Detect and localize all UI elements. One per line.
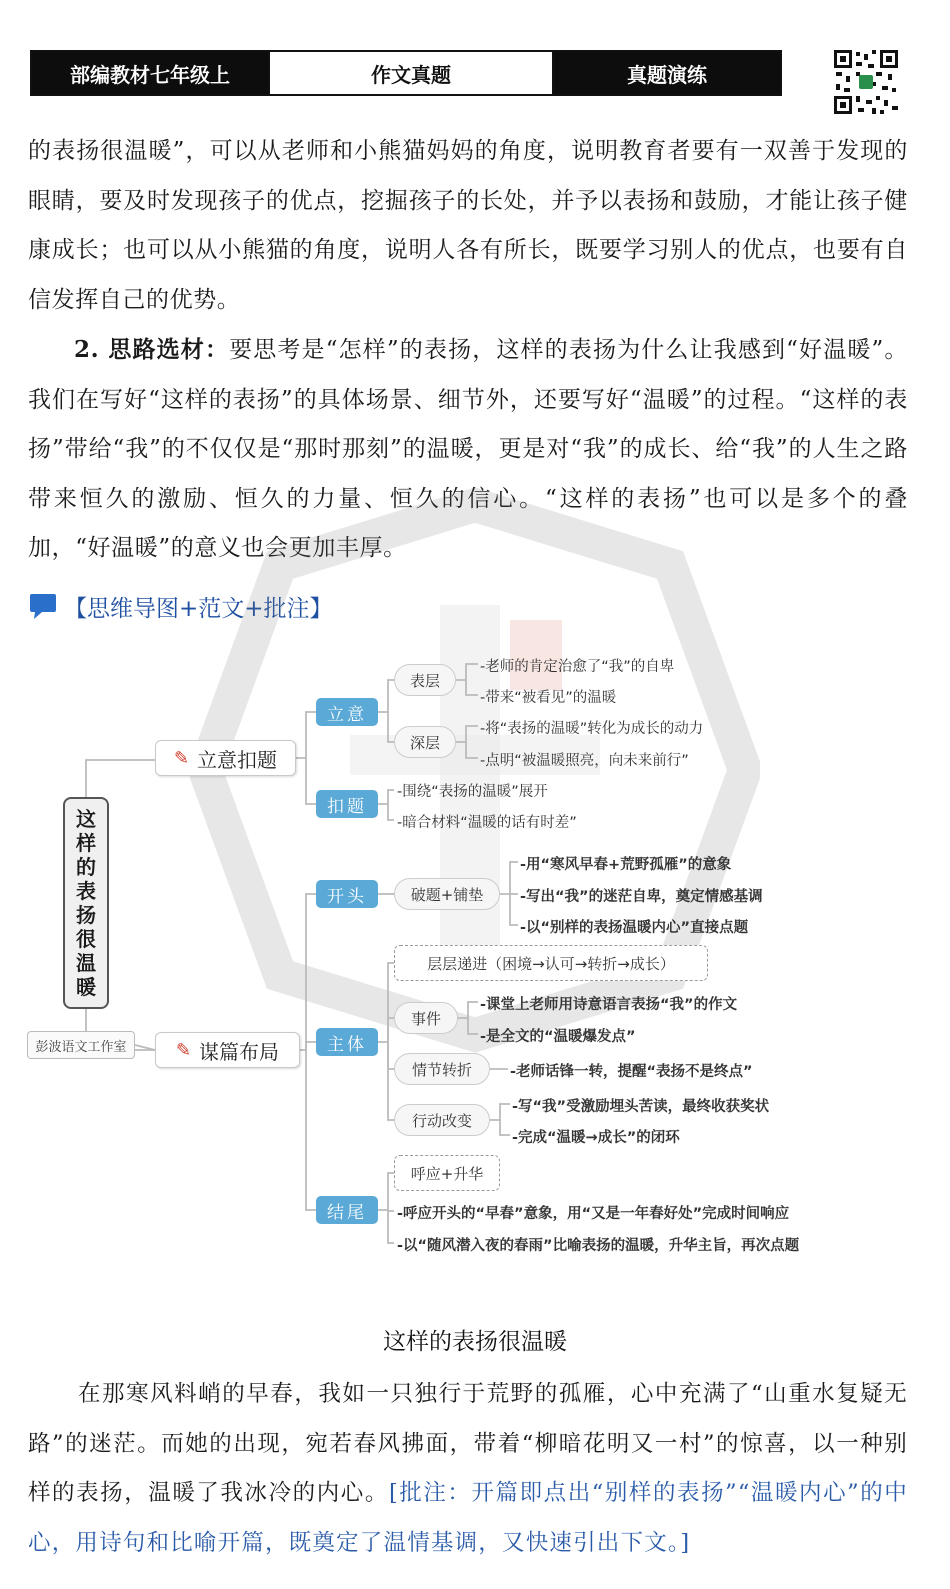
pencil-icon: ✎ xyxy=(173,747,190,769)
leaf: -用“寒风早春+荒野孤雁”的意象 xyxy=(520,857,732,873)
intro-paragraph-1: 的表扬很温暖”，可以从老师和小熊猫妈妈的角度，说明教育者要有一双善于发现的眼睛，要及时发现孩子的优点，挖掘孩子的长处，并予以表扬和鼓励，才能让孩子健康成长；也可以从小熊猫的角度，说明人各有所长，既要学习别人的优点，也要有自信发挥自己的优势。 xyxy=(28,138,908,313)
node-biaoceng: 表层 xyxy=(394,664,456,696)
leaf: -老师的肯定治愈了“我”的自卑 xyxy=(480,659,675,675)
leaf: -以“随风潜入夜的春雨”比喻表扬的温暖，升华主旨，再次点题 xyxy=(397,1238,800,1254)
node-kouti: 扣题 xyxy=(316,790,378,818)
mindmap-root: 这 样 的 表 扬 很 温 暖 xyxy=(63,797,109,1009)
intro-paragraph-2-lead: 2. 思路选材： xyxy=(74,336,230,363)
leaf: -围绕“表扬的温暖”展开 xyxy=(397,784,548,800)
branch-moupian-buju: ✎ 谋篇布局 xyxy=(155,1032,300,1068)
branch-liyi-kouti: ✎ 立意扣题 xyxy=(155,740,296,776)
leaf: -以“别样的表扬温暖内心”直接点题 xyxy=(520,920,749,936)
essay-title: 这样的表扬很温暖 xyxy=(383,1329,567,1355)
node-cengceng-dijin: 层层递进（困境→认可→转折→成长） xyxy=(394,945,708,981)
node-shenceng: 深层 xyxy=(394,726,456,758)
header-category: 作文真题 xyxy=(268,52,554,94)
leaf: -写“我”受激励埋头苦读，最终收获奖状 xyxy=(512,1099,770,1115)
essay-paragraph xyxy=(28,1370,908,1568)
studio-label: 彭波语文工作室 xyxy=(27,1031,135,1059)
leaf: -老师话锋一转，提醒“表扬不是终点” xyxy=(510,1064,753,1080)
leaf: -将“表扬的温暖”转化为成长的动力 xyxy=(480,721,704,737)
leaf: -写出“我”的迷茫自卑，奠定情感基调 xyxy=(520,889,763,905)
leaf: -课堂上老师用诗意语言表扬“我”的作文 xyxy=(480,997,738,1013)
leaf: -带来“被看见”的温暖 xyxy=(480,690,617,706)
header-section: 真题演练 xyxy=(554,52,780,94)
node-shijian: 事件 xyxy=(394,1002,458,1034)
essay-annotation: [批注：开篇即点出“别样的表扬”“温暖内心”的中心，用诗句和比喻开篇，既奠定了温情基调，又快速引出下文。] xyxy=(28,1480,908,1556)
header-grade: 部编教材七年级上 xyxy=(32,52,268,94)
leaf: -是全文的“温暖爆发点” xyxy=(480,1029,636,1045)
node-liyi: 立意 xyxy=(316,698,378,726)
essay-text: 在那寒风料峭的早春，我如一只独行于荒野的孤雁，心中充满了“山重水复疑无路”的迷茫。而她的出现，宛若春风拂面，带着“柳暗花明又一村”的惊喜，以一种别样的表扬，温暖了我冰冷的内心。 xyxy=(28,1381,908,1506)
leaf: -暗合材料“温暖的话有时差” xyxy=(397,815,577,831)
node-zhuti: 主体 xyxy=(316,1028,378,1056)
leaf: -完成“温暖→成长”的闭环 xyxy=(512,1130,680,1146)
leaf: -点明“被温暖照亮，向未来前行” xyxy=(480,753,689,769)
node-qingjie-zhuanzhe: 情节转折 xyxy=(394,1053,490,1085)
intro-paragraph-2-text: 要思考是“怎样”的表扬，这样的表扬为什么让我感到“好温暖”。我们在写好“这样的表扬”的具体场景、细节外，还要写好“温暖”的过程。“这样的表扬”带给“我”的不仅仅是“那时那刻”的温暖，更是对“我”的成长、给“我”的人生之路带来恒久的激励、恒久的力量、恒久的信心。“这样的表扬”也可以是多个的叠加，“好温暖”的意义也会更加丰厚。 xyxy=(28,337,908,561)
node-poti-pudian: 破题+铺垫 xyxy=(394,878,500,910)
leaf: -呼应开头的“早春”意象，用“又是一年春好处”完成时间响应 xyxy=(397,1206,790,1222)
pencil-icon: ✎ xyxy=(175,1039,192,1061)
node-huying-shenghua: 呼应+升华 xyxy=(394,1155,500,1191)
section-label: 【思维导图+范文+批注】 xyxy=(64,596,333,622)
node-kaitou: 开头 xyxy=(316,880,378,908)
node-jiewei: 结尾 xyxy=(316,1196,378,1224)
node-xingdong-gaibian: 行动改变 xyxy=(394,1104,490,1136)
